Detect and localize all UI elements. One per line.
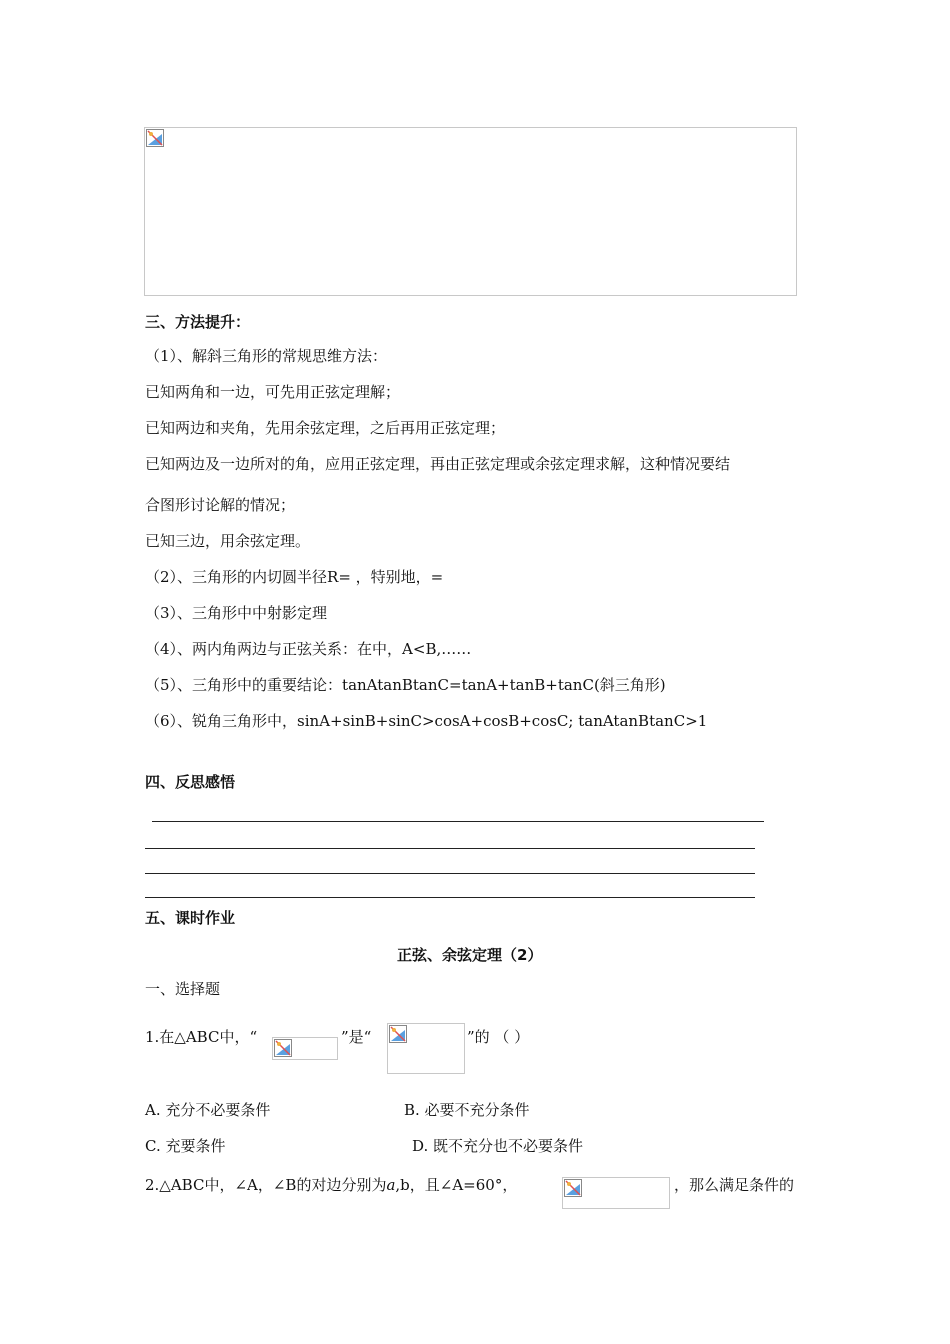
- answer-line: [152, 821, 764, 822]
- q2-prefix: 2.△ABC中，∠A，∠B的对边分别为: [145, 1176, 387, 1194]
- top-figure-image: [144, 127, 797, 296]
- answer-line: [145, 897, 755, 898]
- q1-prefix: 1.在△ABC中，“: [145, 1028, 258, 1046]
- method-item: （2）、三角形的内切圆半径R= ，特别地，=: [145, 568, 444, 586]
- broken-image-icon: [146, 129, 164, 147]
- answer-line: [145, 848, 755, 849]
- method-item: （3）、三角形中中射影定理: [145, 604, 328, 622]
- q2-var-a: a: [386, 1176, 396, 1194]
- method-item: （4）、两内角两边与正弦关系：在中，A<B,……: [145, 640, 472, 658]
- broken-image-icon: [389, 1025, 407, 1043]
- method-item: （5）、三角形中的重要结论：tanAtanBtanC=tanA+tanB+tanC(斜三角形): [145, 676, 666, 694]
- q1-middle: ”是“: [341, 1028, 372, 1046]
- answer-line: [145, 873, 755, 874]
- method-item: 已知三边，用余弦定理。: [145, 532, 311, 550]
- q2-condition-image: [562, 1177, 670, 1209]
- q1-option-c: C. 充要条件: [145, 1137, 226, 1155]
- q1-conclusion-image: [387, 1023, 465, 1074]
- method-item: 合图形讨论解的情况；: [145, 496, 296, 514]
- method-heading: 三、方法提升：: [145, 313, 251, 331]
- q1-option-d: D. 既不充分也不必要条件: [412, 1137, 584, 1155]
- q2-rest: ,b，且∠A=60°，: [395, 1176, 518, 1194]
- broken-image-icon: [564, 1179, 582, 1197]
- broken-image-icon: [274, 1039, 292, 1057]
- method-item: （1）、解斜三角形的常规思维方法：: [145, 347, 388, 365]
- q1-option-b: B. 必要不充分条件: [404, 1101, 530, 1119]
- homework-title: 正弦、余弦定理（2）: [397, 946, 543, 964]
- method-item: 已知两角和一边，可先用正弦定理解；: [145, 383, 401, 401]
- q2-text: [145, 1175, 517, 1195]
- reflection-heading: 四、反思感悟: [145, 773, 236, 791]
- q1-option-a: A. 充分不必要条件: [145, 1101, 271, 1119]
- method-item: 已知两边及一边所对的角，应用正弦定理，再由正弦定理或余弦定理求解，这种情况要结: [145, 455, 731, 473]
- choice-heading: 一、选择题: [145, 980, 221, 998]
- q1-condition-image: [272, 1037, 338, 1060]
- method-item: 已知两边和夹角，先用余弦定理，之后再用正弦定理；: [145, 419, 506, 437]
- homework-heading: 五、课时作业: [145, 909, 236, 927]
- q2-suffix: ，那么满足条件的: [674, 1176, 795, 1194]
- method-item: （6）、锐角三角形中，sinA+sinB+sinC>cosA+cosB+cosC; tanAtanBtanC>1: [145, 712, 708, 730]
- q1-suffix: ”的 （ ）: [467, 1028, 530, 1046]
